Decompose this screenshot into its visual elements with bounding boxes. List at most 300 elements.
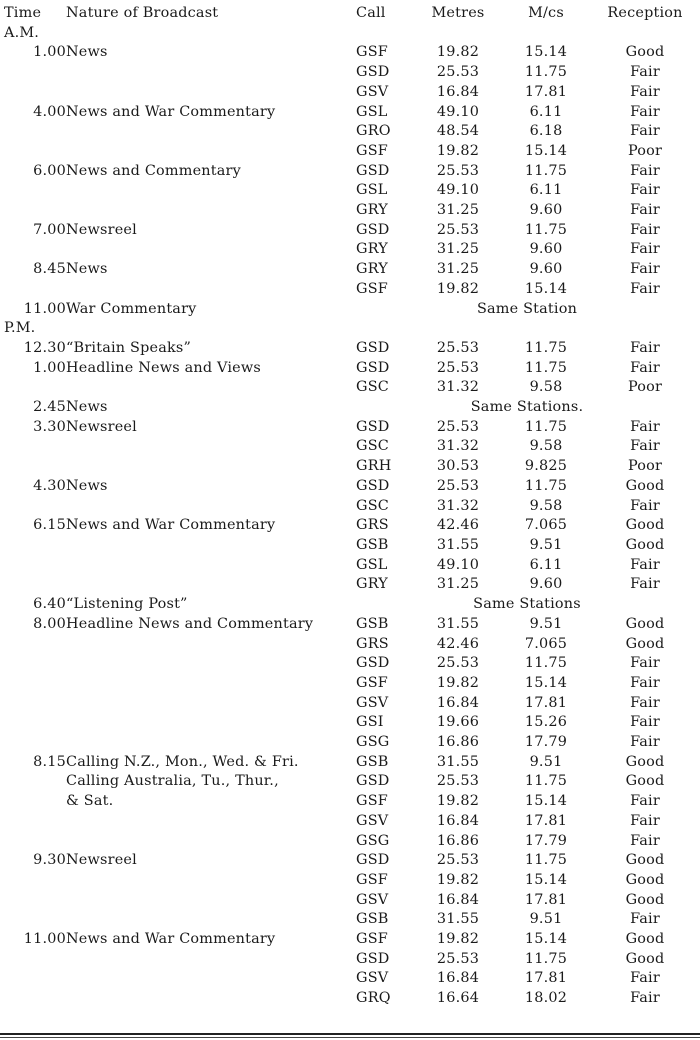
station-call: GSV [356, 83, 389, 100]
station-call: GRH [356, 458, 392, 475]
broadcast-title: News [66, 477, 108, 494]
station-metres: 16.84 [436, 970, 480, 987]
schedule-row [4, 595, 698, 615]
broadcast-title: News and War Commentary [66, 517, 276, 534]
station-reception: Fair [630, 64, 660, 81]
station-metres: 16.84 [436, 83, 480, 100]
station-reception: Fair [630, 241, 660, 258]
station-mcs: 9.58 [529, 379, 563, 396]
station-call: GSD [356, 950, 390, 967]
schedule-row [4, 359, 698, 379]
broadcast-title [66, 457, 356, 477]
station-mcs: 15.14 [524, 793, 568, 810]
broadcast-title [66, 437, 356, 457]
broadcast-title [66, 536, 356, 556]
schedule-row [4, 300, 698, 320]
schedule-row [4, 398, 698, 418]
schedule-row [4, 437, 698, 457]
station-reception: Fair [630, 438, 660, 455]
station-mcs: 7.065 [524, 517, 568, 534]
broadcast-title [66, 378, 356, 398]
empty-cell [66, 24, 356, 44]
station-reception: Good [625, 635, 665, 652]
broadcast-title [66, 280, 356, 300]
station-reception: Fair [630, 556, 660, 573]
broadcast-time [4, 674, 66, 694]
empty-cell [592, 24, 698, 44]
broadcast-time: 12.30 [23, 339, 66, 356]
schedule-row [4, 260, 698, 280]
empty-cell [500, 319, 592, 339]
schedule-row [4, 103, 698, 123]
station-call: GSV [356, 970, 389, 987]
schedule-row [4, 378, 698, 398]
station-reception: Fair [630, 793, 660, 810]
broadcast-title [66, 812, 356, 832]
station-call: GSD [356, 655, 390, 672]
station-mcs: 15.14 [524, 142, 568, 159]
broadcast-time [4, 556, 66, 576]
station-mcs: 17.81 [524, 891, 568, 908]
station-call: GRY [356, 202, 388, 219]
station-mcs: 11.75 [524, 950, 568, 967]
station-reception: Good [625, 871, 665, 888]
station-reception: Fair [630, 103, 660, 120]
broadcast-time [4, 437, 66, 457]
station-metres: 31.55 [436, 911, 480, 928]
broadcast-title: News and War Commentary [66, 103, 276, 120]
station-metres: 31.32 [436, 497, 480, 514]
station-call: GSC [356, 438, 389, 455]
broadcast-time [4, 969, 66, 989]
header-time: Time [4, 5, 42, 21]
schedule-row [4, 43, 698, 63]
schedule-row [4, 969, 698, 989]
broadcast-title [66, 674, 356, 694]
schedule-row [4, 575, 698, 595]
station-mcs: 7.065 [524, 635, 568, 652]
broadcast-title [66, 181, 356, 201]
station-metres: 25.53 [436, 339, 480, 356]
broadcast-time: 3.30 [33, 418, 66, 435]
broadcast-time [4, 871, 66, 891]
broadcast-title [66, 556, 356, 576]
station-metres: 31.25 [436, 261, 480, 278]
schedule-row [4, 812, 698, 832]
schedule-row [4, 536, 698, 556]
header-call: Call [356, 5, 386, 21]
station-reception: Good [625, 950, 665, 967]
broadcast-time [4, 832, 66, 852]
station-mcs: 11.75 [524, 162, 568, 179]
station-reception: Fair [630, 714, 660, 731]
schedule-row [4, 201, 698, 221]
station-reception: Good [625, 615, 665, 632]
station-metres: 25.53 [436, 655, 480, 672]
broadcast-title [66, 871, 356, 891]
station-metres: 25.53 [436, 359, 480, 376]
station-metres: 16.64 [436, 990, 480, 1007]
station-metres: 16.84 [436, 694, 480, 711]
station-mcs: 11.75 [524, 339, 568, 356]
schedule-row [4, 280, 698, 300]
station-reception: Fair [630, 418, 660, 435]
station-mcs: 11.75 [524, 359, 568, 376]
broadcast-title: Headline News and Commentary [66, 615, 314, 632]
station-mcs: 9.58 [529, 497, 563, 514]
station-metres: 31.25 [436, 576, 480, 593]
station-mcs: 9.51 [529, 911, 563, 928]
empty-cell [592, 319, 698, 339]
station-metres: 16.86 [436, 734, 480, 751]
broadcast-title [66, 713, 356, 733]
station-call: GSF [356, 674, 388, 691]
station-metres: 25.53 [436, 773, 480, 790]
station-call: GSD [356, 773, 390, 790]
station-metres: 30.53 [436, 458, 480, 475]
broadcast-title: Newsreel [66, 418, 137, 435]
station-mcs: 17.81 [524, 694, 568, 711]
station-call: GSC [356, 497, 389, 514]
station-mcs: 17.81 [524, 970, 568, 987]
station-metres: 19.82 [436, 674, 480, 691]
broadcast-time: 6.00 [33, 162, 66, 179]
broadcast-title [66, 142, 356, 162]
station-call: GRS [356, 635, 389, 652]
station-reception: Good [625, 891, 665, 908]
station-call: GSD [356, 852, 390, 869]
station-metres: 49.10 [436, 556, 480, 573]
station-mcs: 6.11 [529, 556, 563, 573]
station-metres: 25.53 [436, 162, 480, 179]
station-call: GSF [356, 44, 388, 61]
broadcast-title [66, 122, 356, 142]
broadcast-title: News [66, 261, 108, 278]
station-mcs: 15.26 [524, 714, 568, 731]
station-metres: 25.53 [436, 852, 480, 869]
station-reception: Good [625, 931, 665, 948]
station-reception: Good [625, 852, 665, 869]
station-mcs: 9.58 [529, 438, 563, 455]
schedule-row [4, 418, 698, 438]
schedule-row [4, 832, 698, 852]
station-call: GRS [356, 517, 389, 534]
station-mcs: 15.14 [524, 44, 568, 61]
schedule-row [4, 772, 698, 792]
broadcast-time [4, 142, 66, 162]
broadcast-title [66, 891, 356, 911]
station-call: GRY [356, 241, 388, 258]
station-metres: 19.82 [436, 280, 480, 297]
station-call: GSC [356, 379, 389, 396]
schedule-row [4, 240, 698, 260]
station-mcs: 17.79 [524, 832, 568, 849]
station-reception: Fair [630, 83, 660, 100]
station-metres: 16.86 [436, 832, 480, 849]
station-call: GSL [356, 103, 388, 120]
broadcast-time [4, 575, 66, 595]
header-nature: Nature of Broadcast [66, 5, 219, 21]
broadcast-time [4, 989, 66, 1009]
header-row [4, 4, 698, 24]
broadcast-title [66, 654, 356, 674]
broadcast-time [4, 733, 66, 753]
broadcast-time: 6.40 [33, 596, 66, 613]
schedule-row [4, 142, 698, 162]
broadcast-time [4, 713, 66, 733]
station-mcs: 15.14 [524, 931, 568, 948]
station-reception: Poor [627, 142, 663, 159]
period-label: A.M. [4, 24, 40, 41]
schedule-row [4, 162, 698, 182]
station-call: GSL [356, 182, 388, 199]
station-call: GSD [356, 221, 390, 238]
broadcast-title [66, 694, 356, 714]
station-reception: Fair [630, 162, 660, 179]
schedule-row [4, 122, 698, 142]
same-stations-note: Same Stations [473, 596, 581, 613]
station-call: GSL [356, 556, 388, 573]
station-mcs: 11.75 [524, 655, 568, 672]
station-mcs: 9.51 [529, 615, 563, 632]
station-metres: 25.53 [436, 64, 480, 81]
schedule-row [4, 63, 698, 83]
station-metres: 25.53 [436, 418, 480, 435]
broadcast-time [4, 772, 66, 792]
broadcast-time [4, 457, 66, 477]
broadcast-time: 8.45 [33, 261, 66, 278]
station-call: GSD [356, 359, 390, 376]
schedule-row [4, 635, 698, 655]
station-call: GSI [356, 714, 384, 731]
broadcast-title [66, 575, 356, 595]
station-reception: Good [625, 477, 665, 494]
station-reception: Fair [630, 221, 660, 238]
station-reception: Fair [630, 202, 660, 219]
station-mcs: 9.60 [529, 241, 563, 258]
station-reception: Fair [630, 694, 660, 711]
station-mcs: 9.60 [529, 576, 563, 593]
broadcast-time [4, 63, 66, 83]
station-metres: 31.55 [436, 615, 480, 632]
empty-cell [416, 24, 500, 44]
station-reception: Good [625, 536, 665, 553]
station-call: GSB [356, 753, 389, 770]
station-metres: 49.10 [436, 103, 480, 120]
station-mcs: 6.11 [529, 182, 563, 199]
bottom-rule-thin [0, 1037, 700, 1038]
broadcast-title [66, 989, 356, 1009]
broadcast-time [4, 201, 66, 221]
schedule-row [4, 694, 698, 714]
station-reception: Poor [627, 379, 663, 396]
schedule-row [4, 83, 698, 103]
station-call: GSV [356, 812, 389, 829]
station-mcs: 9.51 [529, 536, 563, 553]
broadcast-title [66, 910, 356, 930]
broadcast-time [4, 694, 66, 714]
station-mcs: 17.81 [524, 812, 568, 829]
schedule-row [4, 497, 698, 517]
broadcast-title: News and War Commentary [66, 931, 276, 948]
broadcast-title: Newsreel [66, 221, 137, 238]
schedule-row [4, 457, 698, 477]
broadcast-time [4, 536, 66, 556]
schedule-row [4, 339, 698, 359]
broadcast-time: 9.30 [33, 852, 66, 869]
station-metres: 31.25 [436, 202, 480, 219]
same-stations-note: Same Station [476, 300, 578, 317]
broadcast-time [4, 240, 66, 260]
broadcast-time: 7.00 [33, 221, 66, 238]
broadcast-time [4, 378, 66, 398]
station-metres: 19.82 [436, 142, 480, 159]
station-metres: 19.66 [436, 714, 480, 731]
broadcast-time: 1.00 [33, 359, 66, 376]
header-reception: Reception [607, 5, 683, 21]
broadcast-title: News [66, 44, 108, 61]
broadcast-title: Headline News and Views [66, 359, 262, 376]
station-metres: 25.53 [436, 950, 480, 967]
station-metres: 25.53 [436, 221, 480, 238]
schedule-row [4, 674, 698, 694]
station-mcs: 9.825 [524, 458, 568, 475]
station-reception: Good [625, 753, 665, 770]
station-reception: Fair [630, 261, 660, 278]
broadcast-schedule-table [4, 4, 698, 1009]
station-metres: 19.82 [436, 931, 480, 948]
schedule-row [4, 989, 698, 1009]
schedule-row [4, 654, 698, 674]
broadcast-title [66, 832, 356, 852]
broadcast-time: 4.30 [33, 477, 66, 494]
station-mcs: 11.75 [524, 418, 568, 435]
broadcast-title [66, 240, 356, 260]
broadcast-time [4, 812, 66, 832]
station-metres: 25.53 [436, 477, 480, 494]
station-metres: 49.10 [436, 182, 480, 199]
broadcast-time [4, 910, 66, 930]
broadcast-title [66, 733, 356, 753]
bottom-rule-thick [0, 1033, 700, 1035]
broadcast-time [4, 122, 66, 142]
station-mcs: 11.75 [524, 773, 568, 790]
station-metres: 48.54 [436, 123, 480, 140]
station-call: GSF [356, 280, 388, 297]
station-call: GSB [356, 911, 389, 928]
broadcast-title [66, 969, 356, 989]
station-call: GRY [356, 261, 388, 278]
station-mcs: 17.79 [524, 734, 568, 751]
broadcast-time [4, 280, 66, 300]
schedule-row [4, 753, 698, 773]
station-metres: 16.84 [436, 891, 480, 908]
station-mcs: 9.60 [529, 261, 563, 278]
station-reception: Good [625, 773, 665, 790]
broadcast-title: News and Commentary [66, 162, 241, 179]
broadcast-title [66, 201, 356, 221]
broadcast-title: “Listening Post” [66, 596, 188, 613]
station-metres: 31.32 [436, 379, 480, 396]
schedule-row [4, 950, 698, 970]
station-call: GSF [356, 931, 388, 948]
broadcast-title [66, 635, 356, 655]
schedule-body [4, 24, 698, 1009]
schedule-row [4, 792, 698, 812]
broadcast-time: 6.15 [33, 517, 66, 534]
schedule-row [4, 930, 698, 950]
schedule-row [4, 713, 698, 733]
station-reception: Fair [630, 497, 660, 514]
station-metres: 19.82 [436, 793, 480, 810]
broadcast-time [4, 950, 66, 970]
empty-cell [416, 319, 500, 339]
schedule-row [4, 615, 698, 635]
station-reception: Fair [630, 182, 660, 199]
station-call: GSG [356, 734, 390, 751]
station-mcs: 6.11 [529, 103, 563, 120]
station-reception: Fair [630, 576, 660, 593]
period-row [4, 24, 698, 44]
header-metres: Metres [431, 5, 485, 21]
station-reception: Fair [630, 911, 660, 928]
station-call: GSB [356, 536, 389, 553]
station-call: GSD [356, 64, 390, 81]
station-mcs: 11.75 [524, 64, 568, 81]
schedule-row [4, 181, 698, 201]
schedule-row [4, 891, 698, 911]
station-mcs: 17.81 [524, 83, 568, 100]
schedule-row [4, 477, 698, 497]
station-reception: Fair [630, 832, 660, 849]
station-call: GSD [356, 162, 390, 179]
station-call: GSG [356, 832, 390, 849]
station-call: GSV [356, 694, 389, 711]
broadcast-title [66, 63, 356, 83]
station-reception: Good [625, 517, 665, 534]
schedule-row [4, 516, 698, 536]
period-label: P.M. [4, 320, 36, 337]
broadcast-time [4, 83, 66, 103]
station-call: GSV [356, 891, 389, 908]
station-mcs: 15.14 [524, 674, 568, 691]
broadcast-time [4, 497, 66, 517]
station-call: GSF [356, 142, 388, 159]
broadcast-title: Calling N.Z., Mon., Wed. & Fri. [66, 753, 299, 770]
station-reception: Fair [630, 359, 660, 376]
station-reception: Fair [630, 812, 660, 829]
schedule-row [4, 556, 698, 576]
station-call: GSB [356, 615, 389, 632]
broadcast-title: News [66, 399, 108, 416]
broadcast-time [4, 635, 66, 655]
broadcast-time: 8.00 [33, 615, 66, 632]
station-mcs: 15.14 [524, 871, 568, 888]
station-call: GRY [356, 576, 388, 593]
broadcast-time: 11.00 [23, 931, 66, 948]
schedule-row [4, 871, 698, 891]
empty-cell [356, 319, 416, 339]
station-mcs: 11.75 [524, 852, 568, 869]
broadcast-title: Calling Australia, Tu., Thur., [66, 773, 279, 790]
station-call: GSF [356, 793, 388, 810]
station-reception: Fair [630, 674, 660, 691]
schedule-row [4, 910, 698, 930]
station-reception: Fair [630, 990, 660, 1007]
station-reception: Fair [630, 734, 660, 751]
station-call: GSD [356, 418, 390, 435]
station-reception: Fair [630, 655, 660, 672]
